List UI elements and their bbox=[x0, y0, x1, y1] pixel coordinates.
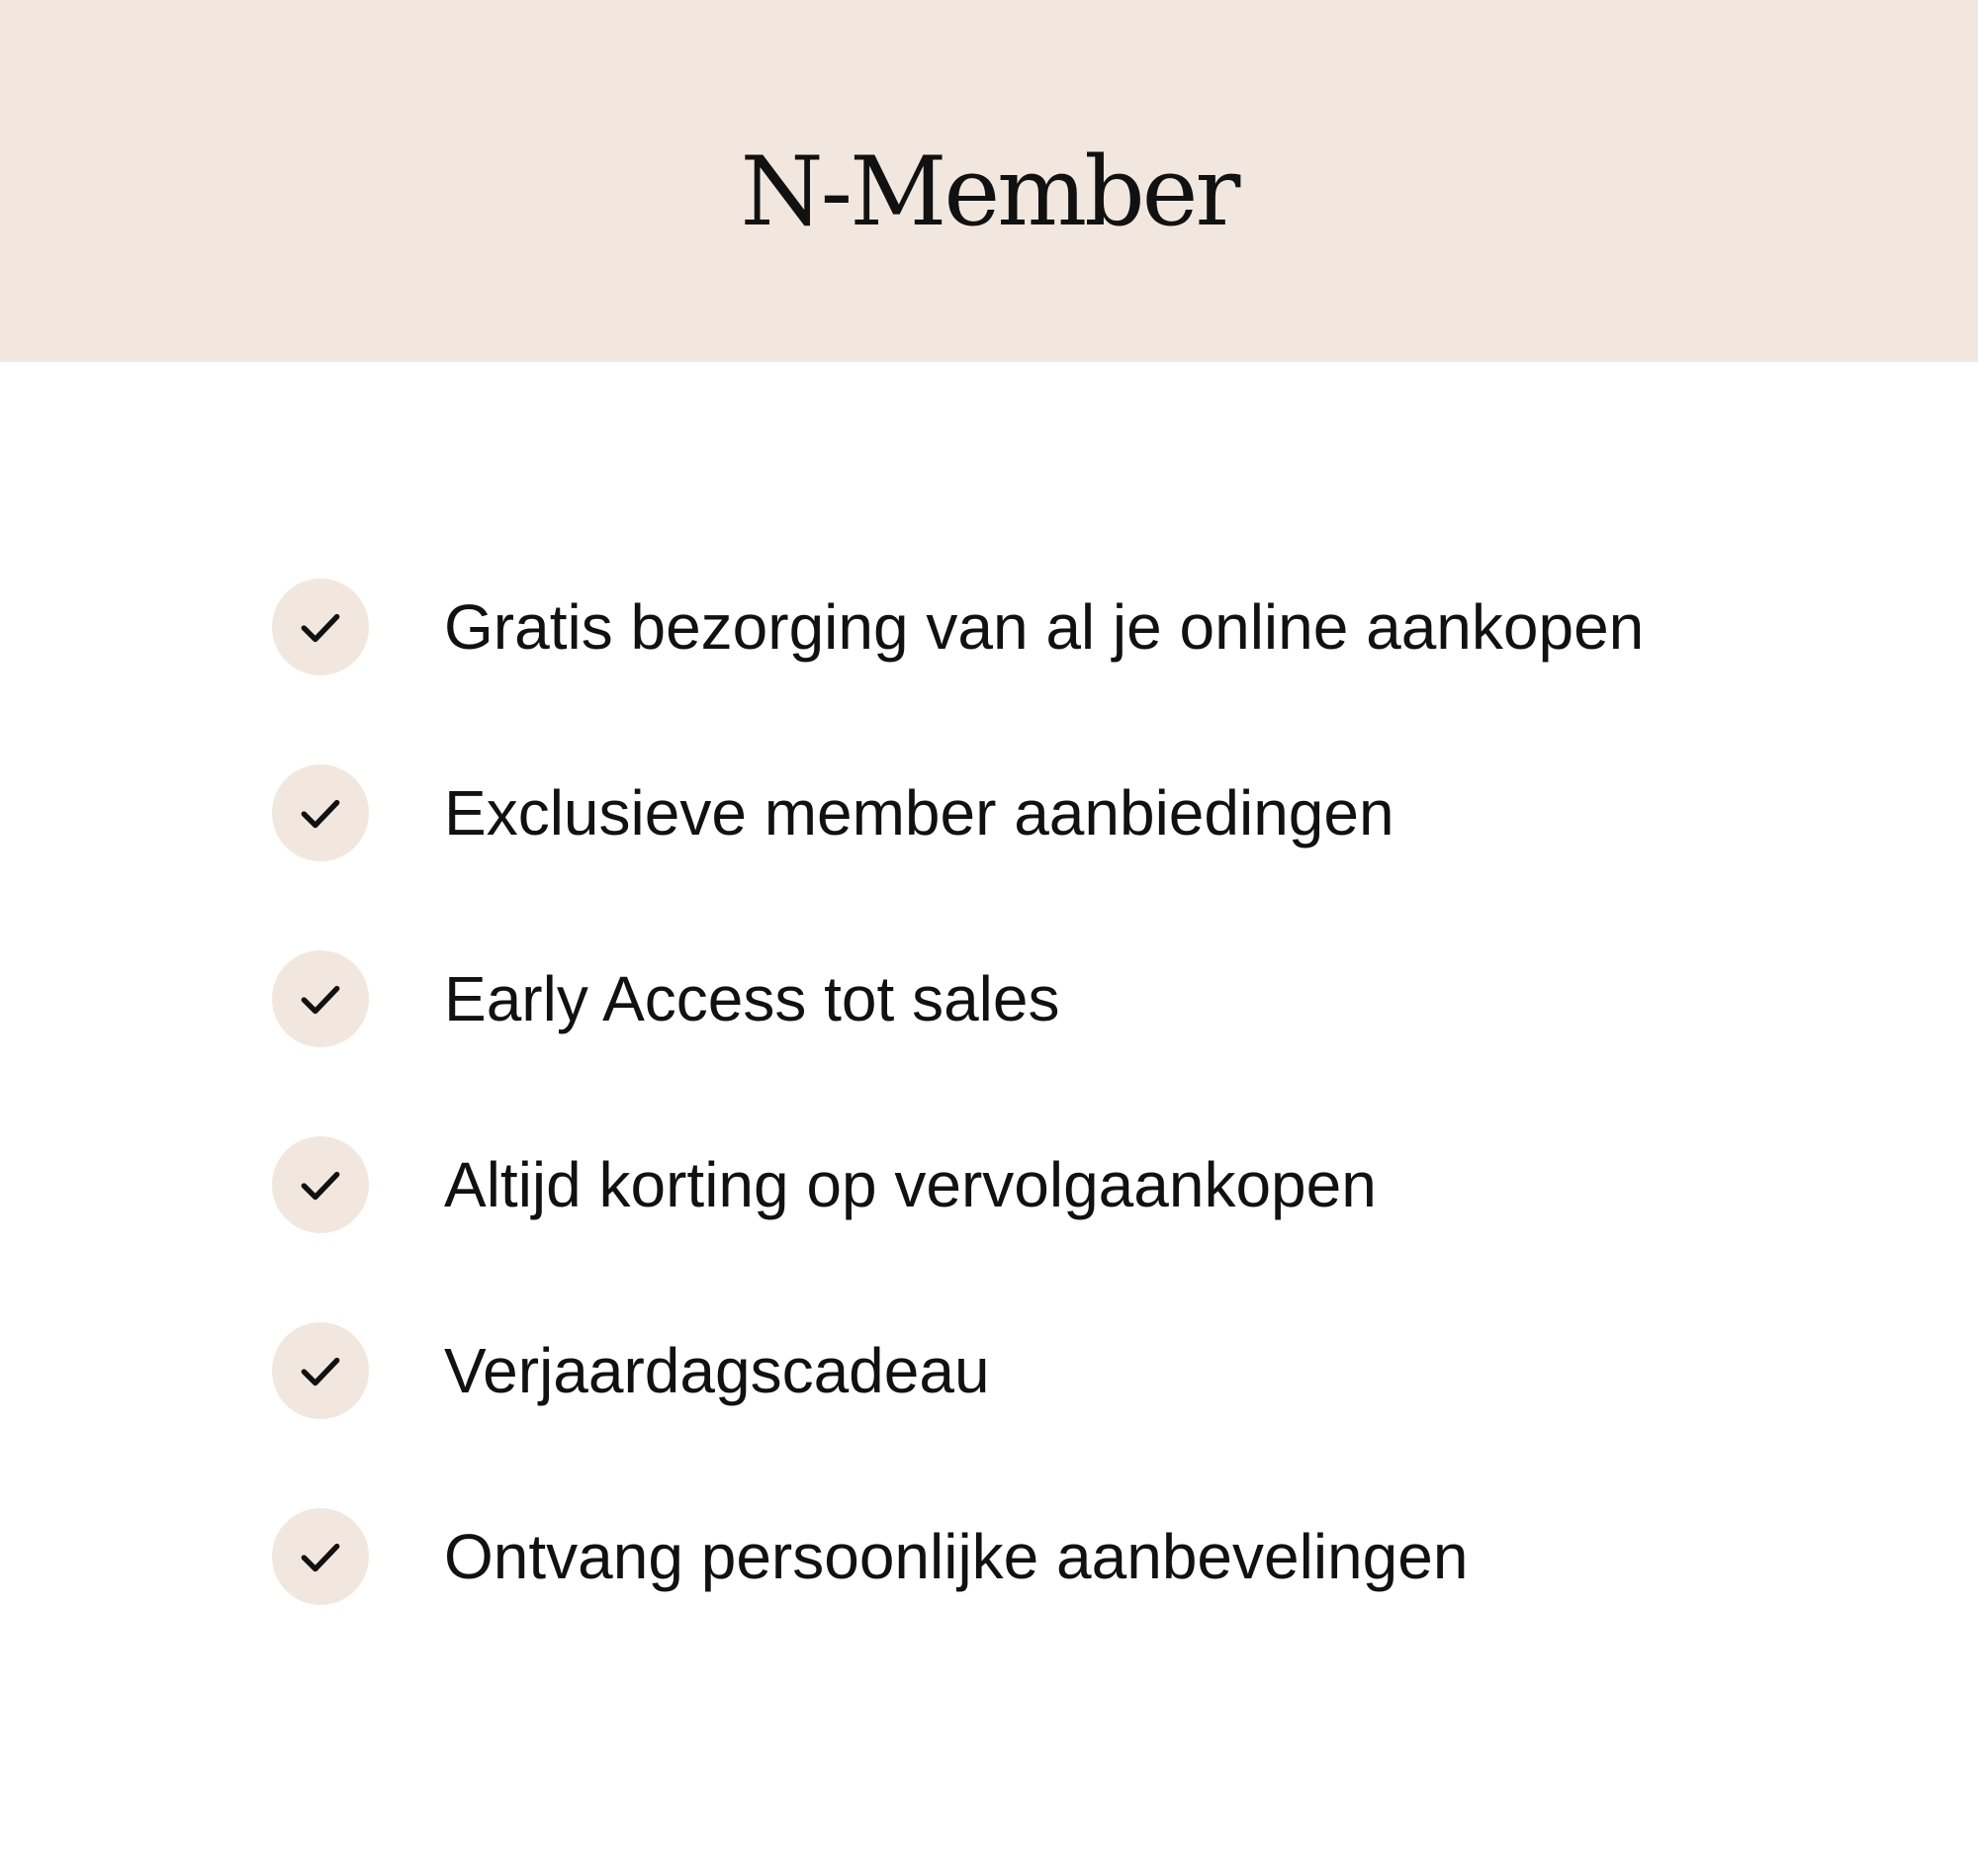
benefit-item bbox=[272, 579, 1904, 675]
benefit-label: Altijd korting op vervolgaankopen bbox=[444, 1149, 1377, 1220]
check-icon bbox=[272, 579, 369, 675]
benefits-list bbox=[272, 579, 1904, 1694]
check-icon bbox=[272, 1508, 369, 1605]
header-banner bbox=[0, 0, 1978, 362]
benefit-label: Verjaardagscadeau bbox=[444, 1335, 990, 1406]
benefit-label: Gratis bezorging van al je online aankopen bbox=[444, 591, 1645, 663]
check-icon bbox=[272, 1136, 369, 1233]
benefit-item bbox=[272, 1508, 1904, 1605]
benefit-item bbox=[272, 1322, 1904, 1419]
check-icon bbox=[272, 1322, 369, 1419]
page-title: N-Member bbox=[740, 136, 1238, 247]
benefit-label: Ontvang persoonlijke aanbevelingen bbox=[444, 1521, 1469, 1592]
check-icon bbox=[272, 950, 369, 1047]
benefit-label: Exclusieve member aanbiedingen bbox=[444, 777, 1394, 849]
benefit-label: Early Access tot sales bbox=[444, 963, 1060, 1034]
check-icon bbox=[272, 764, 369, 861]
benefit-item bbox=[272, 950, 1904, 1047]
benefit-item bbox=[272, 764, 1904, 861]
benefit-item bbox=[272, 1136, 1904, 1233]
